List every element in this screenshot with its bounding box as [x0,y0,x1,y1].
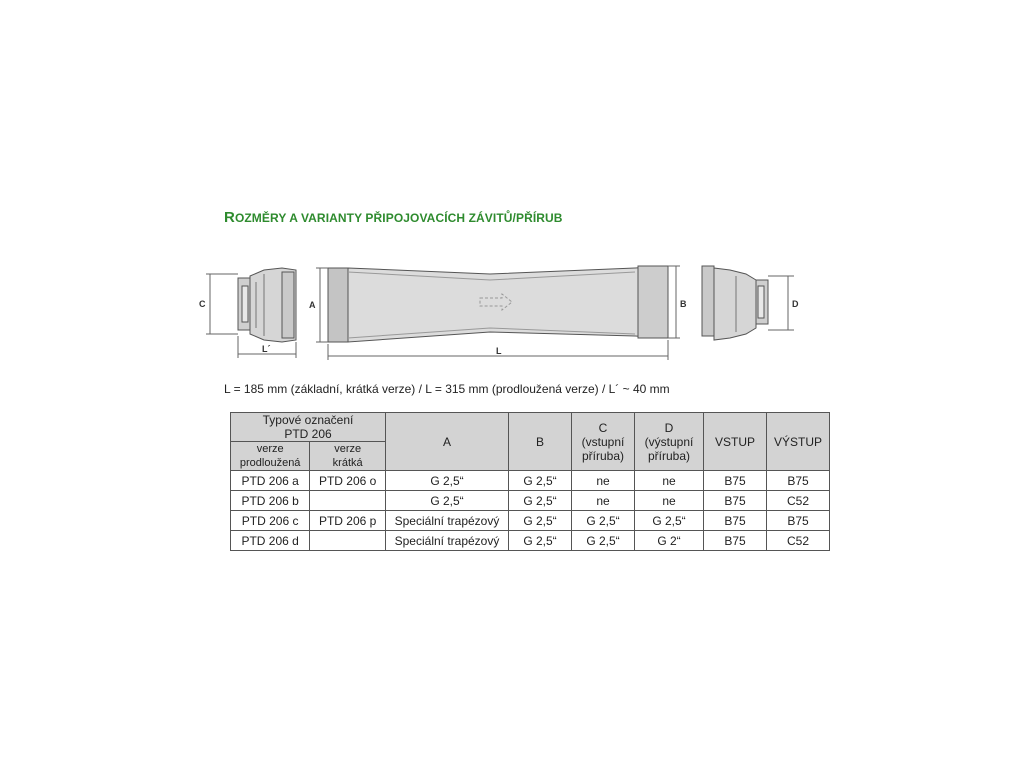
label-d: D [792,299,799,309]
header-verze-kratka: verze krátká [310,442,386,471]
heading-first-letter: R [224,209,235,226]
header-a: A [386,413,509,471]
header-vystup: VÝSTUP [767,413,830,471]
label-c: C [199,299,206,309]
label-a: A [309,300,316,310]
label-l-short: L´ [262,344,271,354]
header-d: D (výstupní příruba) [635,413,704,471]
header-c: C (vstupní příruba) [572,413,635,471]
label-l: L [496,346,502,356]
table-row: PTD 206 d Speciální trapézový G 2,5“ G 2,5“ G 2“ B75 C52 [231,531,830,551]
label-b: B [680,299,687,309]
main-pipe [328,266,668,342]
table-row: PTD 206 a PTD 206 o G 2,5“ G 2,5“ ne ne B75 B75 [231,471,830,491]
right-coupling [702,266,768,340]
heading-rest: OZMĚRY A VARIANTY PŘIPOJOVACÍCH ZÁVITŮ/PŘÍRUB [234,211,563,225]
type-header: Typové označení PTD 206 [231,413,386,442]
header-verze-prodlouzena: verze prodloužená [231,442,310,471]
variants-table [230,412,830,551]
header-vstup: VSTUP [704,413,767,471]
left-coupling [238,268,296,342]
table-row: PTD 206 c PTD 206 p Speciální trapézový G 2,5“ G 2,5“ G 2,5“ B75 B75 [231,511,830,531]
table-header-row [231,413,830,442]
header-b: B [509,413,572,471]
length-caption: L = 185 mm (základní, krátká verze) / L = 315 mm (prodloužená verze) / L´ ~ 40 mm [224,382,670,396]
table-row: PTD 206 b G 2,5“ G 2,5“ ne ne B75 C52 [231,491,830,511]
section-heading [224,209,563,226]
pipe-drawing [190,252,810,370]
